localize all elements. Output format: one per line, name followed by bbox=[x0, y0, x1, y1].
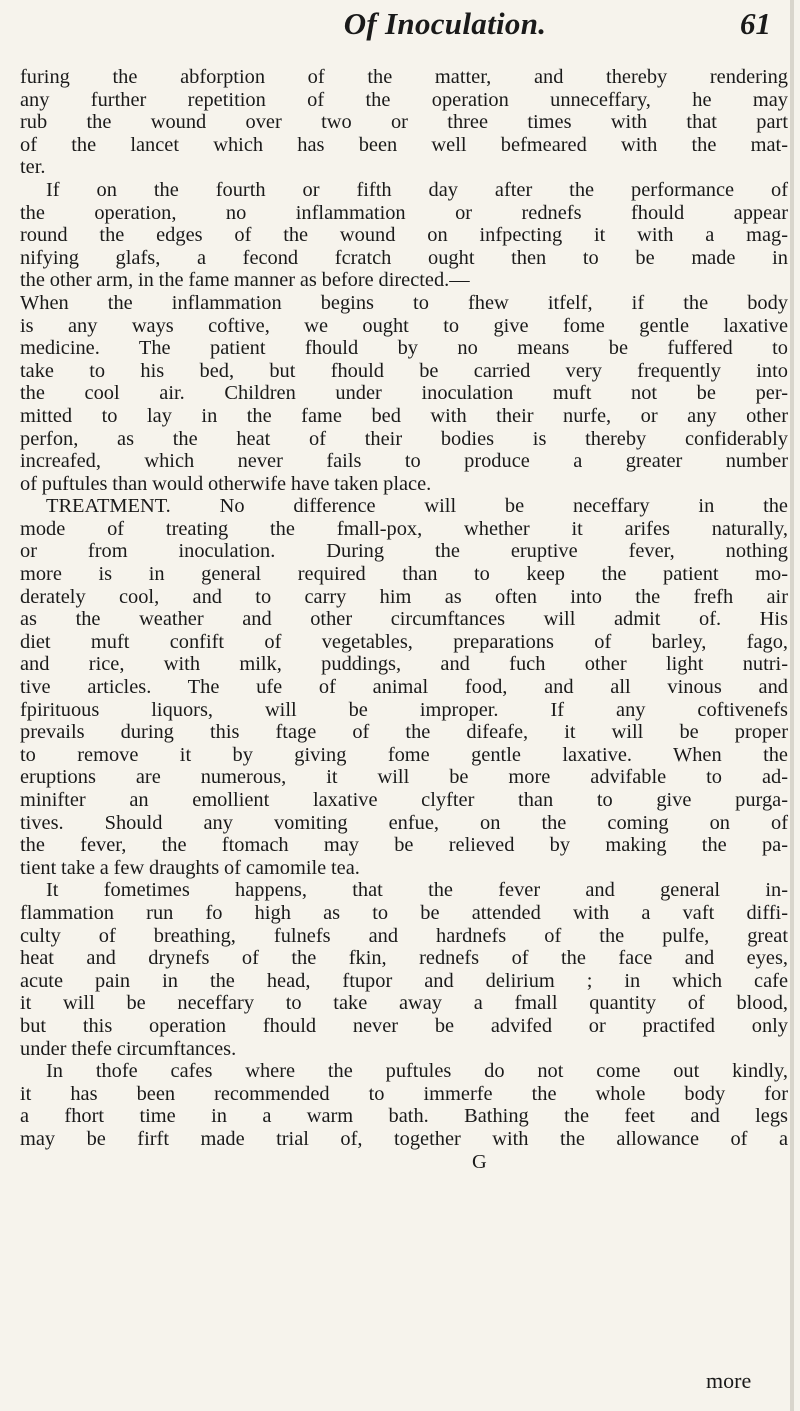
text-line: take to his bed, but fhould be carried very frequently into bbox=[20, 359, 788, 382]
text-line: of puftules than would otherwife have taken place. bbox=[20, 472, 432, 495]
text-line: of the lancet which has been well befmeared with the mat- bbox=[20, 133, 788, 156]
text-line: increafed, which never fails to produce a greater number bbox=[20, 450, 788, 473]
text-line: tives. Should any vomiting enfue, on the coming on of bbox=[20, 811, 788, 834]
text-line: tient take a few draughts of camomile tea. bbox=[20, 856, 360, 879]
page-edge-shadow bbox=[790, 0, 794, 1411]
text-line: or from inoculation. During the eruptive fever, nothing bbox=[20, 540, 788, 563]
text-line: culty of breathing, fulnefs and hardnefs of the pulfe, great bbox=[20, 924, 788, 947]
text-line: a fhort time in a warm bath. Bathing the feet and legs bbox=[20, 1105, 788, 1128]
text-line: prevails during this ftage of the difeafe, it will be proper bbox=[20, 721, 788, 744]
text-line: mode of treating the fmall-pox, whether it arifes naturally, bbox=[20, 517, 788, 540]
text-line: may be firft made trial of, together with the allowance of a bbox=[20, 1127, 788, 1150]
text-line: rub the wound over two or three times with that part bbox=[20, 111, 788, 134]
text-line: the operation, no inflammation or rednefs fhould appear bbox=[20, 201, 788, 224]
text-line: It fometimes happens, that the fever and general in- bbox=[46, 879, 788, 902]
text-line: TREATMENT. No difference will be neceffary in the bbox=[46, 495, 788, 518]
text-line: it will be neceffary to take away a fmall quantity of blood, bbox=[20, 992, 788, 1015]
text-line: mitted to lay in the fame bed with their nurfe, or any other bbox=[20, 404, 788, 427]
text-line: tive articles. The ufe of animal food, and all vinous and bbox=[20, 676, 788, 699]
text-line: the fever, the ftomach may be relieved by making the pa- bbox=[20, 834, 788, 857]
text-line: ter. bbox=[20, 156, 46, 179]
text-line: fpirituous liquors, will be improper. If any coftivenefs bbox=[20, 698, 788, 721]
text-line: the cool air. Children under inoculation muft not be per- bbox=[20, 382, 788, 405]
text-line: heat and drynefs of the fkin, rednefs of the face and eyes, bbox=[20, 947, 788, 970]
text-line: perfon, as the heat of their bodies is thereby confiderably bbox=[20, 427, 788, 450]
text-line: round the edges of the wound on infpecting it with a mag- bbox=[20, 224, 788, 247]
text-line: but this operation fhould never be advifed or practifed only bbox=[20, 1014, 788, 1037]
page-header bbox=[0, 2, 800, 58]
text-line: any further repetition of the operation unneceffary, he may bbox=[20, 88, 788, 111]
signature-mark: G bbox=[472, 1150, 487, 1173]
text-line: and rice, with milk, puddings, and fuch other light nutri- bbox=[20, 653, 788, 676]
text-line: nifying glafs, a fecond fcratch ought then to be made in bbox=[20, 246, 788, 269]
text-line: it has been recommended to immerfe the whole body for bbox=[20, 1082, 788, 1105]
text-line: acute pain in the head, ftupor and delirium ; in which cafe bbox=[20, 969, 788, 992]
text-line: In thofe cafes where the puftules do not come out kindly, bbox=[46, 1060, 788, 1083]
text-line: under thefe circumftances. bbox=[20, 1037, 237, 1060]
text-line: eruptions are numerous, it will be more advifable to ad- bbox=[20, 766, 788, 789]
text-line: medicine. The patient fhould by no means be fuffered to bbox=[20, 337, 788, 360]
text-line: more is in general required than to keep the patient mo- bbox=[20, 563, 788, 586]
text-line: as the weather and other circumftances will admit of. His bbox=[20, 608, 788, 631]
running-title: Of Inoculation. bbox=[343, 6, 547, 41]
text-line: furing the abforption of the matter, and thereby rendering bbox=[20, 66, 788, 88]
body-text bbox=[20, 66, 788, 1173]
text-line: When the inflammation begins to fhew itfelf, if the body bbox=[20, 291, 788, 314]
catchword: more bbox=[706, 1368, 752, 1393]
text-line: flammation run fo high as to be attended with a vaft diffi- bbox=[20, 901, 788, 924]
text-line: derately cool, and to carry him as often into the frefh air bbox=[20, 585, 788, 608]
text-line: to remove it by giving fome gentle laxative. When the bbox=[20, 743, 788, 766]
text-line: minifter an emollient laxative clyfter than to give purga- bbox=[20, 789, 788, 811]
page-number: 61 bbox=[740, 6, 771, 41]
text-line: the other arm, in the fame manner as before directed.— bbox=[20, 269, 470, 292]
text-line: diet muft confift of vegetables, preparations of barley, fago, bbox=[20, 630, 788, 653]
text-line: is any ways coftive, we ought to give fome gentle laxative bbox=[20, 314, 788, 337]
text-line: If on the fourth or fifth day after the performance of bbox=[46, 178, 788, 201]
